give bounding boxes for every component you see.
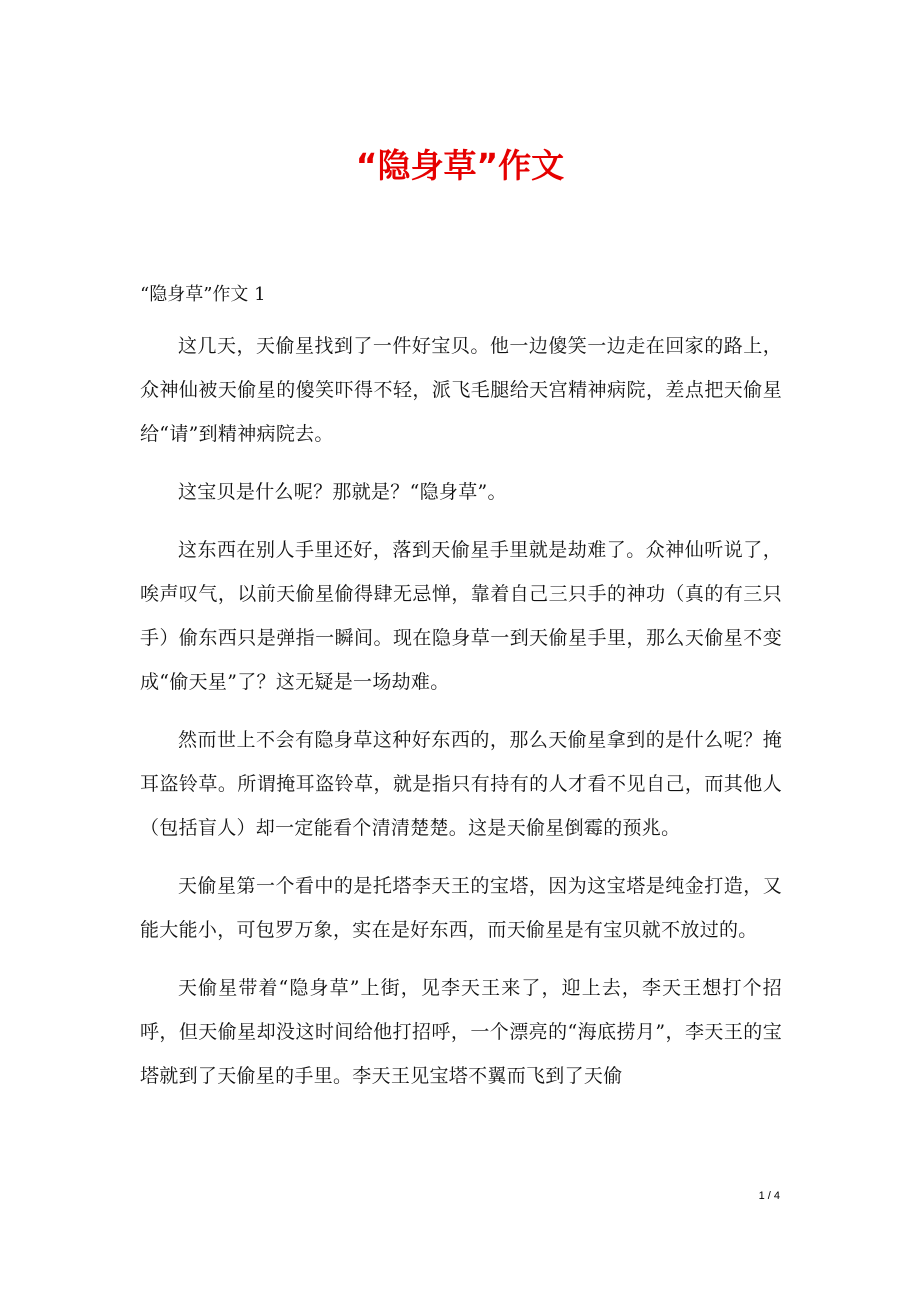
paragraph-6: 天偷星带着“隐身草”上街，见李天王来了，迎上去，李天王想打个招呼，但天偷星却没这时间给他打招呼，一个漂亮的“海底捞月”，李天王的宝塔就到了天偷星的手里。李天王见宝塔不翼而飞到了天偷 bbox=[140, 977, 782, 1087]
paragraph-2: 这宝贝是什么呢？那就是？“隐身草”。 bbox=[178, 481, 507, 503]
page-number: 1 / 4 bbox=[758, 1190, 780, 1202]
paragraph-5: 天偷星第一个看中的是托塔李天王的宝塔，因为这宝塔是纯金打造，又能大能小，可包罗万象，实在是好东西，而天偷星是有宝贝就不放过的。 bbox=[140, 875, 782, 941]
paragraph-1: 这几天，天偷星找到了一件好宝贝。他一边傻笑一边走在回家的路上，众神仙被天偷星的傻笑吓得不轻，派飞毛腿给天宫精神病院，差点把天偷星给“请”到精神病院去。 bbox=[140, 335, 782, 445]
document-title: “隐身草”作文 bbox=[355, 146, 565, 185]
paragraph-3: 这东西在别人手里还好，落到天偷星手里就是劫难了。众神仙听说了，唉声叹气，以前天偷星偷得肆无忌惮，靠着自己三只手的神功（真的有三只手）偷东西只是弹指一瞬间。现在隐身草一到天偷星手里，那么天偷星不变成“偷天星”了？这无疑是一场劫难。 bbox=[140, 539, 782, 693]
document-body bbox=[140, 324, 782, 1112]
paragraph-4: 然而世上不会有隐身草这种好东西的，那么天偷星拿到的是什么呢？掩耳盗铃草。所谓掩耳盗铃草，就是指只有持有的人才看不见自己，而其他人（包括盲人）却一定能看个清清楚楚。这是天偷星倒霉的预兆。 bbox=[140, 729, 782, 839]
section-heading: “隐身草”作文 1 bbox=[140, 284, 266, 305]
